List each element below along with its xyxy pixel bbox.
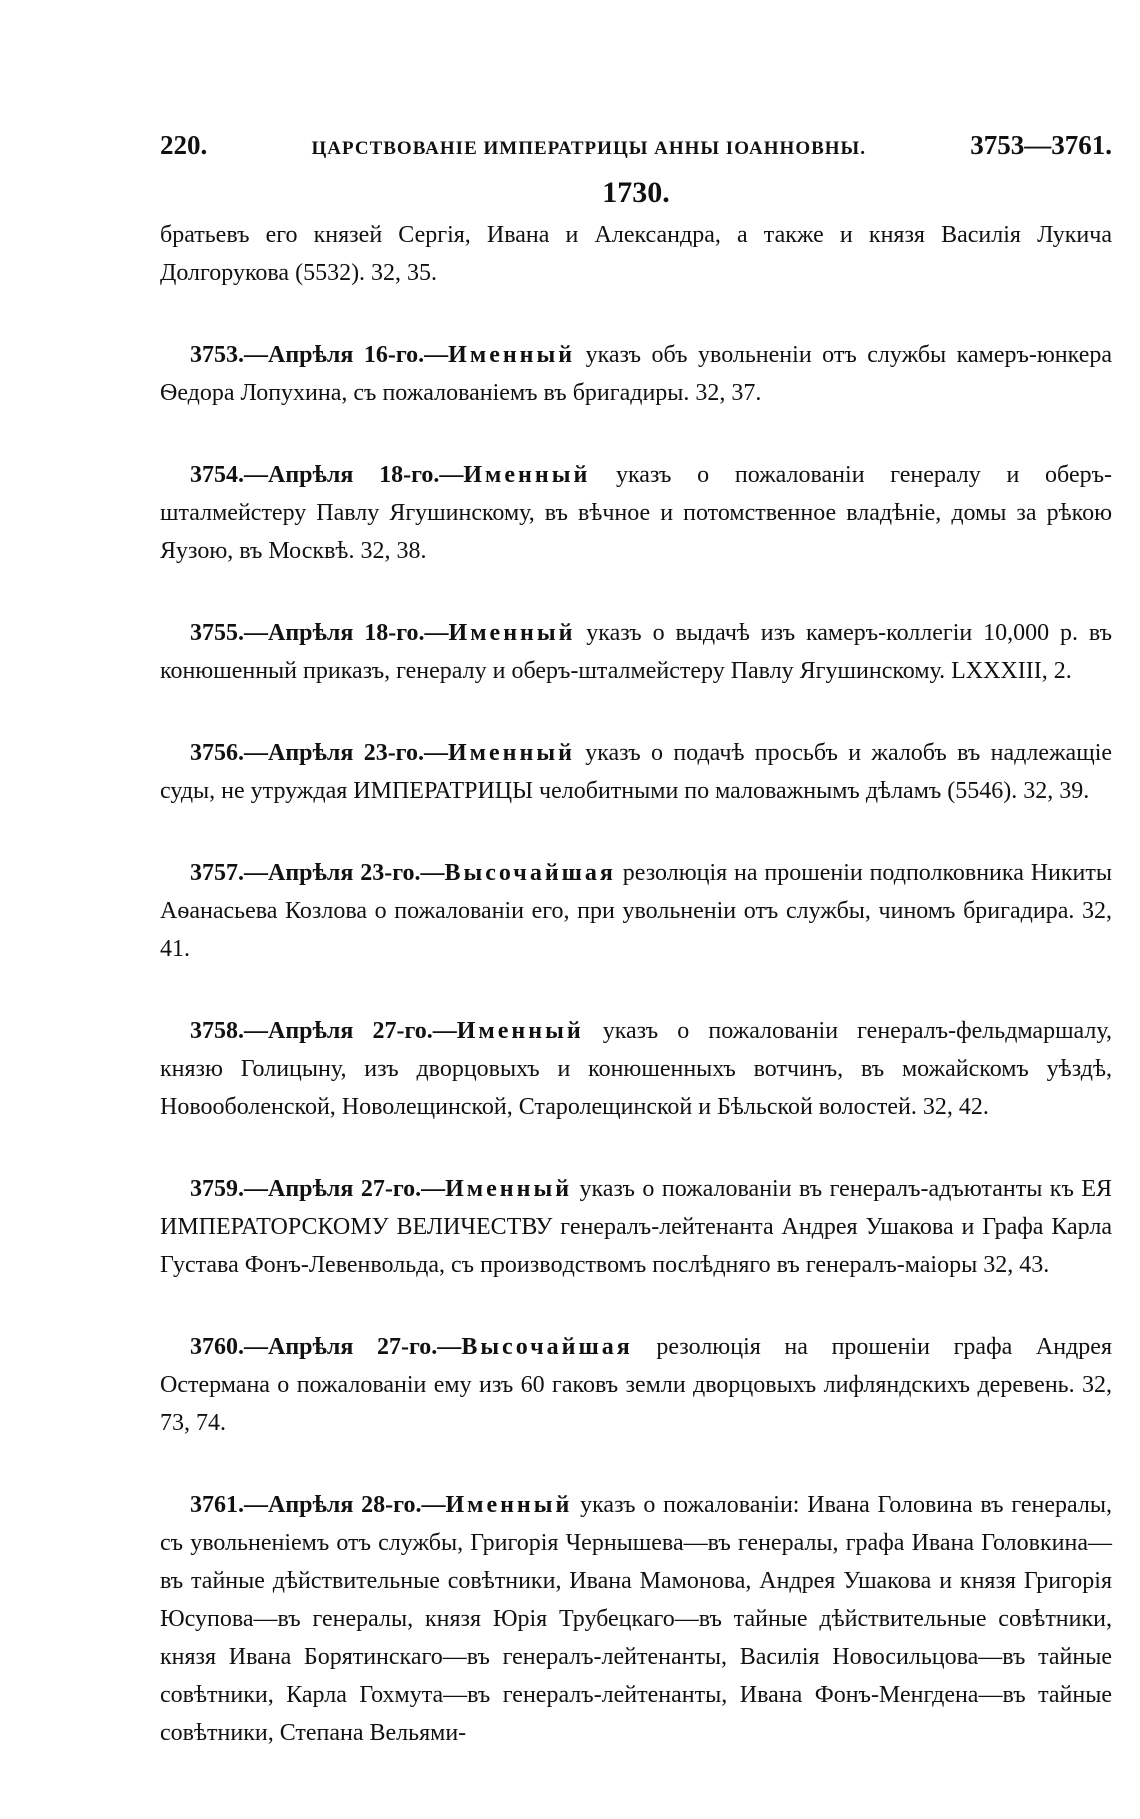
entry [160, 854, 1112, 968]
entry-kind: Именный [445, 1492, 573, 1518]
entry-kind: Именный [456, 1018, 584, 1044]
entry [160, 1012, 1112, 1126]
entry [160, 1328, 1112, 1442]
entry-date: —Апрѣля 27-го.— [244, 1176, 446, 1202]
entry-range: 3753—3761. [970, 130, 1112, 160]
entry-number: 3757. [190, 860, 244, 886]
entry-date: —Апрѣля 23-го.— [244, 740, 448, 766]
entry-kind: Высочайшая [461, 1334, 633, 1360]
entry-number: 3761. [190, 1492, 244, 1518]
entry-kind: Именный [463, 462, 591, 488]
entry-text: указъ о пожалованіи генералу и оберъ-шталмейстеру Павлу Ягушинскому, въ вѣчное и потомственное владѣніе, домы за рѣкою Яузою, въ Москвѣ. 32, 38. [160, 462, 1112, 564]
entry-number: 3754. [190, 462, 244, 488]
entry [160, 1486, 1112, 1752]
entry-date: —Апрѣля 18-го.— [244, 620, 449, 646]
entry-text: указъ о подачѣ просьбъ и жалобъ въ надлежащіе суды, не утруждая ИМПЕРАТРИЦЫ челобитными по маловажнымъ дѣламъ (5546). 32, 39. [160, 740, 1113, 804]
entry-text: резолюція на прошеніи графа Андрея Остермана о пожалованіи ему изъ 60 гаковъ земли дворцовыхъ лифляндскихъ деревень. 32, 73, 74. [160, 1334, 1113, 1436]
year-heading: 1730. [602, 176, 670, 209]
entry-number: 3755. [190, 620, 244, 646]
entry [160, 734, 1112, 810]
entry [160, 1170, 1112, 1284]
entry-text: указъ о пожалованіи въ генералъ-адъютанты къ ЕЯ ИМПЕРАТОРСКОМУ ВЕЛИЧЕСТВУ генералъ-лейтенанта Андрея Ушакова и Графа Карла Густава Фонъ-Левенвольда, съ произвoдствомъ послѣдняго въ генералъ-маіоры 32, 43. [160, 1176, 1112, 1278]
entry [160, 456, 1112, 570]
entry-number: 3756. [190, 740, 244, 766]
entry-number: 3760. [190, 1334, 244, 1360]
entry-date: —Апрѣля 28-го.— [244, 1492, 446, 1518]
entry-kind: Высочайшая [444, 860, 616, 886]
entry-text: указъ о выдачѣ изъ камеръ-коллегіи 10,000 р. въ конюшенный приказъ, генералу и оберъ-шталмейстеру Павлу Ягушинскому. LXXXIII, 2. [160, 620, 1113, 684]
page-number: 220. [160, 130, 208, 160]
entry [160, 336, 1112, 412]
continued-text: братьевъ его князей Сергія, Ивана и Александра, а также и князя Василія Лукича Долгорукова (5532). 32, 35. [160, 222, 1112, 286]
document-page [160, 130, 1112, 1752]
entry-text: резолюція на прошеніи подполковника Никиты Аѳанасьева Козлова о пожалованіи его, при увольненіи отъ службы, чиномъ бригадира. 32, 41. [160, 860, 1113, 962]
entry-text: указъ о пожалованіи генералъ-фельдмаршалу, князю Голицыну, изъ дворцовыхъ и конюшенныхъ вотчинъ, въ можайскомъ уѣздѣ, Новооболенской, Новолещинской, Старолещинской и Бѣльской волостей. 32, 42. [160, 1018, 1112, 1120]
entry-date: —Апрѣля 27-го.— [244, 1018, 457, 1044]
entry-kind: Именный [448, 740, 575, 766]
running-header [160, 130, 1112, 170]
entry-date: —Апрѣля 23-го.— [244, 860, 445, 886]
entry-kind: Именный [445, 1176, 573, 1202]
entry-text: указъ о пожалованіи: Ивана Головина въ генералы, съ увольненіемъ отъ службы, Григорія Чернышева—въ генералы, графа Ивана Головкина—въ тайные дѣйствительные совѣтники, Ивана Мамонова, Андрея Ушакова и князя Григорія Юсупова—въ генералы, князя Юрія Трубецкаго—въ тайные дѣйствительные совѣтники, князя Ивана Борятинскаго—въ генералъ-лейтенанты, Василія Новосильцова—въ тайные совѣтники, Карла Гохмута—въ генералъ-лейтенанты, Ивана Фонъ-Менгдена—въ тайные совѣтники, Степана Вельями- [160, 1492, 1112, 1746]
entries-list [160, 336, 1112, 1752]
entry-date: —Апрѣля 16-го.— [244, 342, 449, 368]
entry-date: —Апрѣля 27-го.— [244, 1334, 462, 1360]
entry-kind: Именный [448, 342, 576, 368]
entry-kind: Именный [448, 620, 576, 646]
entry-number: 3759. [190, 1176, 244, 1202]
entry [160, 614, 1112, 690]
entry-number: 3758. [190, 1018, 244, 1044]
entry-text: указъ объ увольненіи отъ службы камеръ-юнкера Ѳедора Лопухина, съ пожалованіемъ въ бригадиры. 32, 37. [160, 342, 1113, 406]
running-title: ЦАРСТВОВАНІЕ ИМПЕРАТРИЦЫ АННЫ ІОАННОВНЫ. [311, 138, 866, 159]
entry-date: —Апрѣля 18-го.— [244, 462, 464, 488]
entry-number: 3753. [190, 342, 244, 368]
